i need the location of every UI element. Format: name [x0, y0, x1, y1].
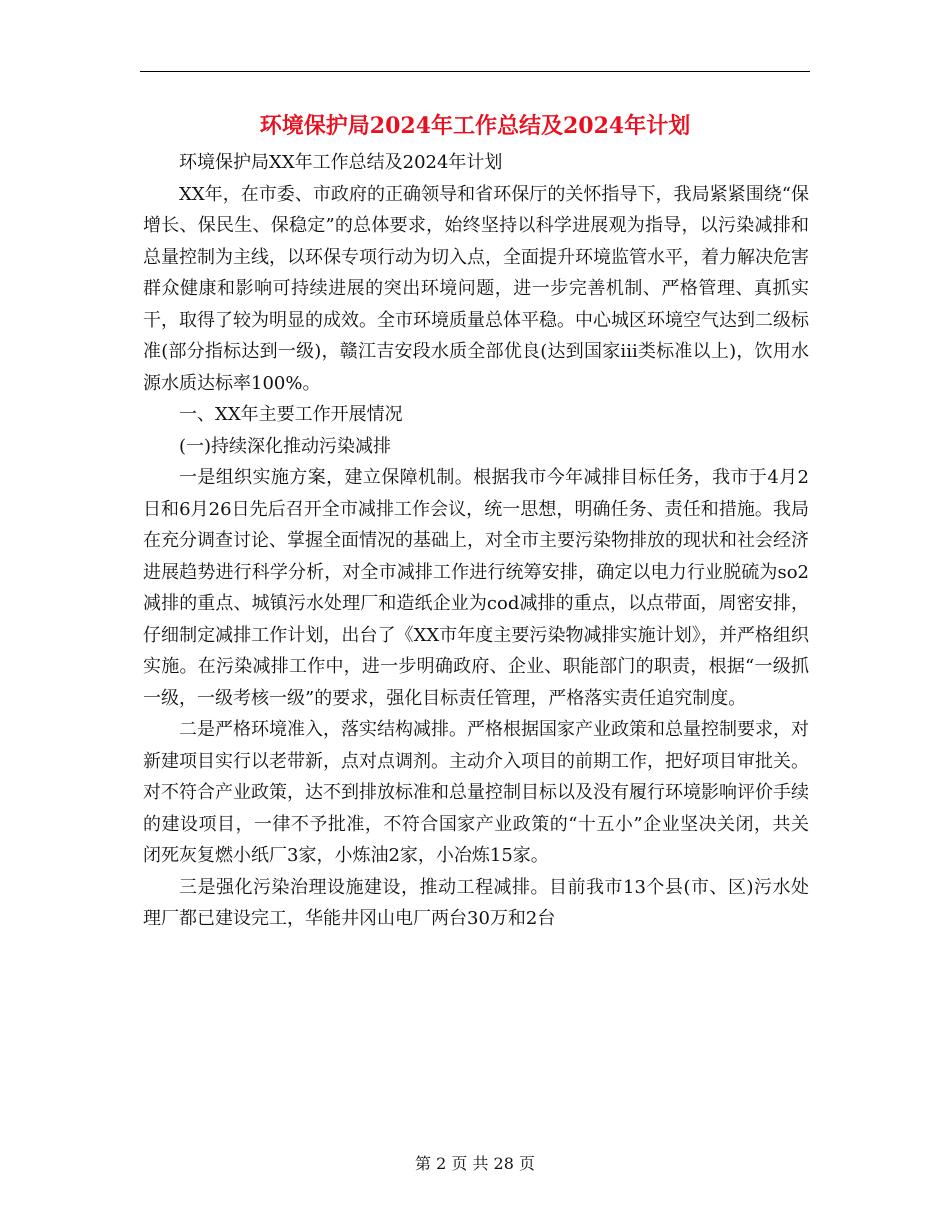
header-rule [140, 71, 810, 72]
page-number: 第 2 页 共 28 页 [415, 1154, 535, 1173]
subsection-heading: (一)持续深化推动污染减排 [179, 435, 392, 457]
document-body [143, 147, 809, 935]
paragraph-item-2: 二是严格环境准入，落实结构减排。严格根据国家产业政策和总量控制要求，对新建项目实行以老带新，点对点调剂。主动介入项目的前期工作，把好项目审批关。对不符合产业政策，达不到排放标准和总量控制目标以及没有履行环境影响评价手续的建设项目，一律不予批准，不符合国家产业政策的“十五小”企业坚决关闭，共关闭死灰复燃小纸厂3家，小炼油2家，小冶炼15家。 [143, 719, 809, 866]
paragraph-item-3: 三是强化污染治理设施建设，推动工程减排。目前我市13个县(市、区)污水处理厂都已建设完工，华能井冈山电厂两台30万和2台 [143, 876, 809, 929]
paragraph-subtitle: 环境保护局XX年工作总结及2024年计划 [179, 152, 503, 173]
paragraph-item-1: 一是组织实施方案，建立保障机制。根据我市今年减排目标任务，我市于4月2日和6月26日先后召开全市减排工作会议，统一思想，明确任务、责任和措施。我局在充分调查讨论、掌握全面情况的基础上，对全市主要污染物排放的现状和社会经济进展趋势进行科学分析，对全市减排工作进行统筹安排，确定以电力行业脱硫为so2减排的重点、城镇污水处理厂和造纸企业为cod减排的重点，以点带面，周密安排，仔细制定减排工作计划，出台了《XX市年度主要污染物减排实施计划》，并严格组织实施。在污染减排工作中，进一步明确政府、企业、职能部门的职责，根据“一级抓一级，一级考核一级”的要求，强化目标责任管理，严格落实责任追究制度。 [143, 467, 809, 709]
section-heading: 一、XX年主要工作开展情况 [179, 404, 403, 425]
document-title: 环境保护局2024年工作总结及2024年计划 [259, 113, 691, 139]
paragraph-intro: XX年，在市委、市政府的正确领导和省环保厅的关怀指导下，我局紧紧围绕“保增长、保民生、保稳定”的总体要求，始终坚持以科学进展观为指导，以污染减排和总量控制为主线，以环保专项行动为切入点，全面提升环境监管水平，着力解决危害群众健康和影响可持续进展的突出环境问题，进一步完善机制、严格管理、真抓实干，取得了较为明显的成效。全市环境质量总体平稳。中心城区环境空气达到二级标准(部分指标达到一级)，赣江吉安段水质全部优良(达到国家iii类标准以上)，饮用水源水质达标率100%。 [143, 183, 809, 394]
